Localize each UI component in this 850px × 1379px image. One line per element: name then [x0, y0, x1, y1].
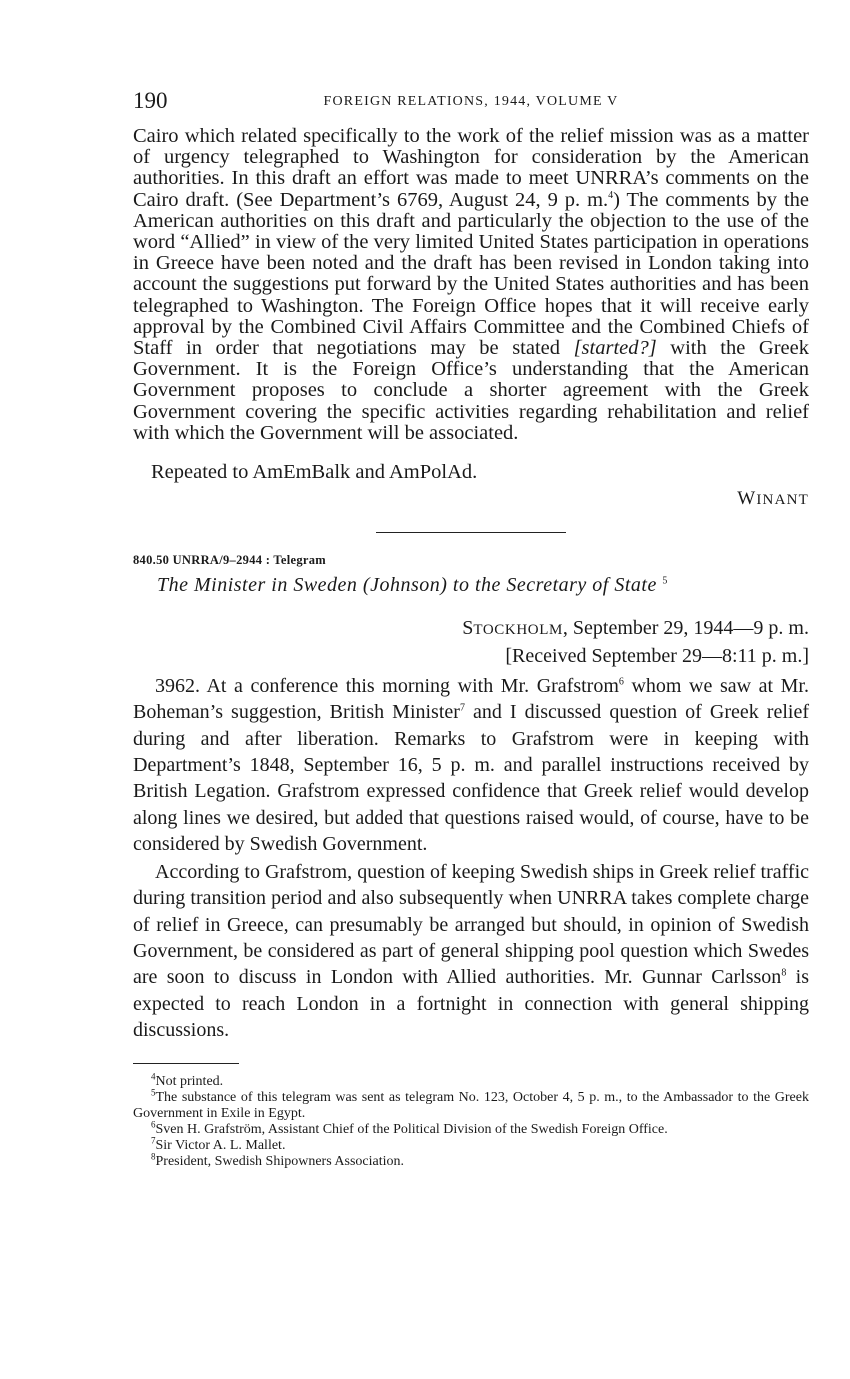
footnote-4: [133, 1071, 809, 1090]
footnote-ref-8: 8: [781, 967, 787, 979]
paragraph-text: According to Grafstrom, question of keeping Swedish ships in Greek relief traffic during transition period and also subsequently when UNRRA takes complete charge of relief in Greece, can presumably be arranged but should, in opinion of Swedish Government, be considered as part of general shipping pool question which Swedes are soon to discuss in London with Allied authorities. Mr. Gunnar Carlsson: [133, 861, 809, 989]
footnote-divider: [133, 1063, 239, 1064]
signature-rest: INANT: [756, 492, 809, 509]
document-title: [157, 574, 809, 597]
footnote-ref-5: 5: [662, 575, 668, 587]
dateline-received: [Received September 29—8:11 p. m.]: [505, 645, 809, 668]
repeated-line: Repeated to AmEmBalk and AmPolAd.: [151, 461, 478, 484]
footnote-ref-6: 6: [618, 676, 624, 688]
footnote-number: 7: [151, 1135, 156, 1146]
page-number: 190: [133, 88, 168, 113]
footnote-text: Not printed.: [155, 1074, 224, 1090]
place-initial: S: [462, 617, 474, 640]
file-reference: 840.50 UNRRA/9–2944 : Telegram: [133, 553, 327, 568]
footnote-number: 6: [151, 1119, 156, 1130]
paragraph-text: and I discussed question of Greek relief during and after liberation. Remarks to Grafstrom were in keeping with Department’s 1848, September 16, 5 p. m. and parallel instructions received by British Legation. Grafstrom expressed confidence that Greek relief would develop along lines we desired, but added that questions raised would, of course, have to be considered by Swedish Government.: [133, 701, 809, 855]
paragraph-text: with the Greek Government. It is the Foreign Office’s understanding that the American Government proposes to conclude a shorter agreement with the Greek Government covering the specific activities regarding rehabilitation and relief with which the Government will be associated.: [133, 337, 809, 444]
footnote-7: [133, 1135, 809, 1154]
sent-date: , September 29, 1944—9 p. m.: [562, 617, 809, 640]
paragraph-text: 3962. At a conference this morning with Mr. Grafstrom: [155, 675, 619, 698]
paragraph-text: is expected to reach London in a fortnight in connection with general shipping discussions.: [133, 966, 809, 1041]
place-rest: TOCKHOLM: [473, 622, 563, 639]
footnote-5: [133, 1087, 809, 1122]
paragraph-text: Cairo which related specifically to the work of the relief mission was as a matter of urgency telegraphed to Washington for consideration by the American authorities. In this draft an effort was made to meet UNRRA’s comments on the Cairo draft. (See Department’s 6769, August 24, 9 p. m.: [133, 125, 809, 211]
footnotes: [133, 1071, 809, 1170]
editorial-insert: [started?]: [573, 337, 657, 360]
signature-winant: [133, 488, 809, 510]
footnote-ref-4: 4: [608, 189, 614, 201]
footnote-text: Sir Victor A. L. Mallet.: [155, 1138, 286, 1154]
running-title: FOREIGN RELATIONS, 1944, VOLUME V: [323, 94, 619, 109]
footnote-number: 4: [151, 1071, 156, 1082]
paragraph-text: ) The comments by the American authorities on this draft and particularly the objection to the use of the word “Allied” in view of the very limited United States participation in operations in Greece have been noted and the draft has been revised in London taking into account the suggestions put forward by the United States authorities and has been telegraphed to Washington. The Foreign Office hopes that it will receive early approval by the Combined Civil Affairs Committee and the Combined Chiefs of Staff in order that negotiations may be stated: [133, 188, 809, 360]
document-title-text: The Minister in Sweden (Johnson) to the Secretary of State: [157, 574, 657, 597]
footnote-text: Sven H. Grafström, Assistant Chief of the Political Division of the Swedish Foreign Office.: [155, 1122, 668, 1138]
footnote-ref-7: 7: [459, 702, 465, 714]
signature-initial: W: [737, 488, 757, 510]
dateline: [133, 615, 809, 669]
telegram-paragraph-1: [133, 673, 809, 857]
section-divider: [376, 532, 566, 533]
paragraph-text: whom we saw at Mr. Boheman’s suggestion, British Minister: [133, 675, 809, 724]
document-page: [133, 88, 809, 1170]
page-header: [133, 88, 809, 122]
dateline-sent: [133, 615, 809, 643]
telegram-paragraph-2: [133, 859, 809, 1043]
footnote-text: The substance of this telegram was sent as telegram No. 123, October 4, 5 p. m., to the Ambassador to the Greek Government in Exile in Egypt.: [133, 1090, 809, 1122]
footnote-8: [133, 1151, 809, 1170]
continued-paragraph: [133, 126, 809, 444]
footnote-text: President, Swedish Shipowners Association.: [155, 1154, 404, 1170]
footnote-6: [133, 1119, 809, 1138]
footnote-number: 5: [151, 1087, 156, 1098]
footnote-number: 8: [151, 1151, 156, 1162]
